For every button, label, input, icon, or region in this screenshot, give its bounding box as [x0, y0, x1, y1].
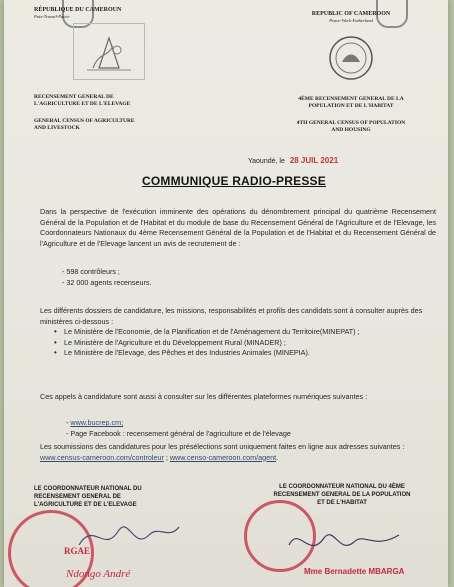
platforms-list — [66, 418, 291, 439]
rgae-name-fr — [34, 94, 184, 108]
ministries-list — [54, 327, 434, 359]
recruitment-list — [62, 267, 152, 288]
list-item — [54, 348, 434, 359]
agent-link[interactable]: www.censo-cameroon.com/agent — [169, 452, 277, 462]
header-left — [34, 6, 184, 132]
text-line: RECENSEMENT GENERAL DE — [34, 94, 114, 100]
paragraph-dossiers: Les différents dossiers de candidature, les missions, responsabilités et profils des candidats sont à consulter auprès des ministères ci-dessous : — [40, 306, 423, 326]
text-line: POPULATION ET DE L'HABITAT — [308, 103, 394, 109]
signature-icon — [74, 515, 184, 560]
rgph-logo-icon — [326, 34, 376, 82]
facebook-page-text: Page Facebook : recensement général de l'agriculture et de l'élevage — [70, 428, 291, 438]
seal-label: RGAE — [64, 546, 91, 556]
country-motto: Paix-Travail-Patrie — [34, 14, 70, 19]
header-right — [276, 10, 426, 134]
date-line — [248, 156, 338, 165]
list-item: - Page Facebook : recensement général de l'agriculture et de l'élevage — [66, 428, 291, 438]
rgae-logo-icon — [73, 23, 145, 80]
rgae-name-en — [34, 118, 184, 132]
letter-page — [4, 0, 448, 587]
document-title: COMMUNIQUE RADIO-PRESSE — [142, 174, 326, 188]
paragraph-platforms: Ces appels à candidature sont aussi à consulter sur les différentes plateformes numériques suivantes : — [40, 392, 368, 401]
paragraph-intro: Dans la perspective de l'exécution imminente des opérations du dénombrement principal du quatrième Recensement Général de la Population et de l'Habitat et du module de base du Recensement Général de l'Agriculture et de l'Elevage, les Coordonnateurs Nationaux du 4ème Recensement Général de la Population et de l'Habitat et du Recensement Général de l'Agriculture et de l'Elevage lancent un avis de recrutement de : — [40, 207, 436, 248]
rgph-name-fr — [276, 96, 426, 110]
text-line: RECENSEMENT GENERAL DE — [34, 494, 121, 500]
ministry-text: Le Ministère de l'Economie, de la Planification et de l'Aménagement du Territoire(MINEPAT) ; — [64, 327, 360, 336]
text-line: AND HOUSING — [331, 127, 371, 133]
list-item: - 598 contrôleurs ; — [62, 267, 152, 278]
list-item: - www.bucrep.cm; — [66, 418, 124, 427]
text-line: 4ÈME RECENSEMENT GENERAL DE LA — [298, 96, 404, 102]
text-line: ET DE L'HABITAT — [317, 500, 367, 506]
controleur-link[interactable]: www.census-cameroon.com/controleur — [40, 452, 164, 462]
text-line: LE COORDONNATEUR NATIONAL DU — [34, 486, 142, 492]
rgph-name-en — [276, 120, 426, 134]
text-line: GENERAL CENSUS OF AGRICULTURE — [34, 118, 135, 124]
punctuation: . — [276, 452, 279, 462]
text-line: AND LIVESTOCK — [34, 125, 80, 131]
ministry-text: Le Ministère de l'Agriculture et du Développement Rural (MINADER) ; — [64, 337, 286, 347]
bullet-icon: • — [54, 327, 57, 336]
submission-text: Les soumissions des candidatures pour les présélections sont uniquement faites en ligne aux adresses suivantes : — [40, 442, 405, 451]
signer-name-right: Mme Bernadette MBARGA — [304, 567, 405, 576]
list-item — [54, 338, 434, 349]
ministry-text: Le Ministère de l'Elevage, des Pêches et des Industries Animales (MINEPIA). — [64, 348, 310, 357]
signature-block-left — [34, 485, 204, 509]
date-stamp: 28 JUIL 2021 — [289, 156, 339, 165]
signer-name-left: Ndongo André — [66, 568, 131, 580]
text-line: L'AGRICULTURE ET DE L'ELEVAGE — [34, 101, 131, 107]
text-line: LE COORDONNATEUR NATIONAL DU 4ÈME — [279, 484, 405, 490]
country-motto: Peace-Work-Fatherland — [329, 18, 373, 23]
country-name: REPUBLIC OF CAMEROON — [311, 11, 391, 17]
punctuation: ; — [163, 452, 168, 462]
signature-icon — [284, 520, 404, 565]
text-line: L'AGRICULTURE ET DE L'ELEVAGE — [34, 502, 137, 508]
text-line: RECENSEMENT GENERAL DE LA POPULATION — [273, 492, 411, 498]
paragraph-submission — [40, 442, 436, 463]
text-line: 4TH GENERAL CENSUS OF POPULATION — [296, 120, 406, 126]
country-name: RÉPUBLIQUE DU CAMEROUN — [34, 7, 122, 13]
date-prefix: Yaoundé, le — [248, 158, 285, 165]
bucrep-link[interactable]: www.bucrep.cm; — [70, 418, 124, 427]
bullet-icon: • — [54, 348, 57, 357]
list-item — [54, 327, 434, 338]
bullet-icon: • — [54, 337, 57, 347]
list-item: - 32 000 agents recenseurs. — [62, 278, 152, 289]
